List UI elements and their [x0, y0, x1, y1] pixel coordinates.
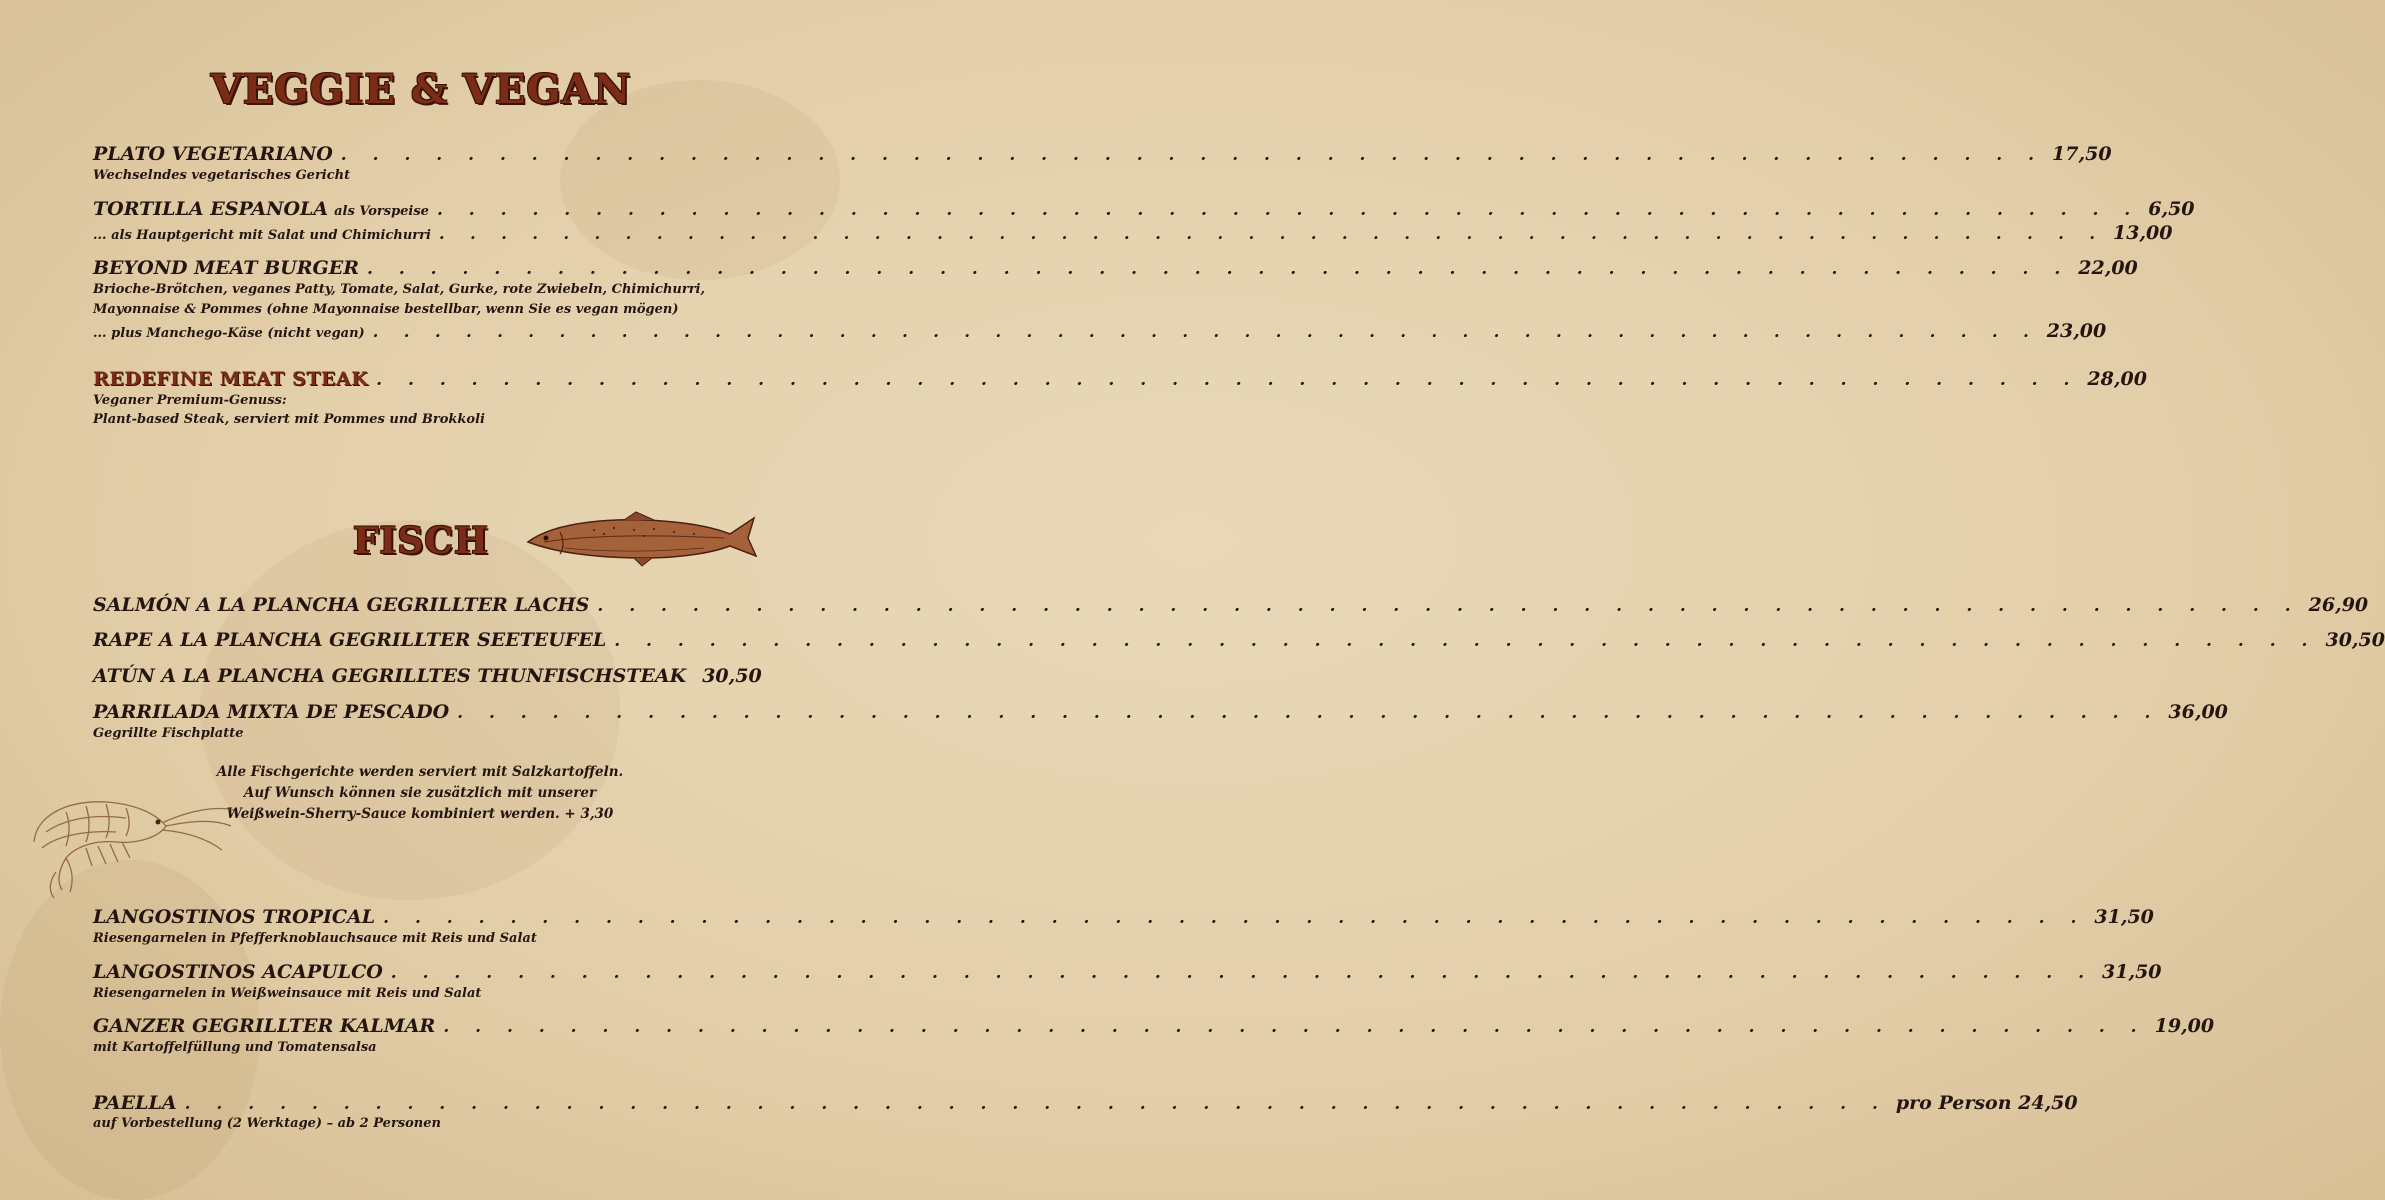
- item-price: pro Person 24,50: [1895, 1092, 2078, 1114]
- item-name: REDEFINE MEAT STEAK: [93, 368, 369, 390]
- leader-dots: . . . . . . . . . . . . . . . . . . . . . . . . . . . . . . . . . . . . . . . . . . . . . . . . . . . . . .: [457, 703, 2161, 723]
- item-price: 30,50: [702, 665, 762, 687]
- item-description: Plant-based Steak, serviert mit Pommes und Brokkoli: [93, 412, 485, 427]
- menu-subitem-burger-manchego: [93, 320, 2107, 346]
- item-name: PARRILADA MIXTA DE PESCADO: [93, 701, 450, 723]
- item-price: 19,00: [2154, 1015, 2215, 1037]
- notice-line: Auf Wunsch können sie zusätzlich mit unserer: [243, 785, 597, 801]
- leader-dots: . . . . . . . . . . . . . . . . . . . . . . . . . . . . . . . . . . . . . . . . . . . . . . . . . . . . . .: [184, 1094, 1888, 1114]
- item-name: ... plus Manchego-Käse (nicht vegan): [93, 326, 365, 341]
- item-price: 31,50: [2102, 961, 2162, 983]
- item-name: LANGOSTINOS TROPICAL: [93, 906, 376, 928]
- item-name: ATÚN A LA PLANCHA GEGRILLTES THUNFISCHSTEAK: [93, 665, 687, 687]
- item-description: Veganer Premium-Genuss:: [93, 393, 287, 408]
- item-description: Gegrillte Fischplatte: [93, 726, 244, 741]
- item-price: 31,50: [2094, 906, 2154, 928]
- leader-dots: . . . . . . . . . . . . . . . . . . . . . . . . . . . . . . . . . . . . . . . . . . . . . . . . . . . . . .: [443, 1017, 2147, 1037]
- leader-dots: . . . . . . . . . . . . . . . . . . . . . . . . . . . . . . . . . . . . . . . . . . . . . . . . . . . . . .: [376, 370, 2080, 390]
- notice-line: Weißwein-Sherry-Sauce kombiniert werden. + 3,30: [226, 806, 614, 822]
- leader-dots: . . . . . . . . . . . . . . . . . . . . . . . . . . . . . . . . . . . . . . . . . . . . . . . . . . . . . .: [390, 963, 2095, 983]
- item-price: 13,00: [2112, 222, 2173, 244]
- item-description: Riesengarnelen in Pfefferknoblauchsauce mit Reis und Salat: [93, 931, 537, 946]
- item-name: ... als Hauptgericht mit Salat und Chimichurri: [93, 228, 431, 243]
- leader-dots: . . . . . . . . . . . . . . . . . . . . . . . . . . . . . . . . . . . . . . . . . . . . . . . . . . . . . .: [367, 259, 2071, 279]
- notice-line: Alle Fischgerichte werden serviert mit Salzkartoffeln.: [216, 764, 624, 780]
- item-description: Mayonnaise & Pommes (ohne Mayonnaise bestellbar, wenn Sie es vegan mögen): [93, 302, 679, 317]
- item-price: 23,00: [2046, 320, 2107, 342]
- item-description: Riesengarnelen in Weißweinsauce mit Reis und Salat: [93, 986, 482, 1001]
- item-description: Wechselndes vegetarisches Gericht: [93, 168, 351, 183]
- item-description: Brioche-Brötchen, veganes Patty, Tomate, Salat, Gurke, rote Zwiebeln, Chimichurri,: [93, 282, 706, 297]
- item-description: mit Kartoffelfüllung und Tomatensalsa: [93, 1040, 377, 1055]
- item-price: 17,50: [2052, 143, 2112, 165]
- menu-item-rape: [93, 629, 2385, 655]
- item-name: RAPE A LA PLANCHA GEGRILLTER SEETEUFEL: [93, 629, 607, 651]
- shrimp-illustration: [26, 792, 236, 904]
- item-price: 22,00: [2078, 257, 2138, 279]
- menu-item-tortilla-espanola: [93, 198, 2195, 224]
- item-name: PLATO VEGETARIANO: [93, 143, 333, 165]
- leader-dots: . . . . . . . . . . . . . . . . . . . . . . . . . . . . . . . . . . . . . . . . . . . . . . . . . . . . . .: [438, 224, 2105, 243]
- item-price: 36,00: [2168, 701, 2228, 723]
- item-name: GANZER GEGRILLTER KALMAR: [93, 1015, 436, 1037]
- leader-dots: . . . . . . . . . . . . . . . . . . . . . . . . . . . . . . . . . . . . . . . . . . . . . . . . . . . . . .: [614, 631, 2318, 651]
- section-title-fisch: FISCH: [353, 520, 490, 562]
- section-title-veggie: VEGGIE & VEGAN: [210, 66, 632, 113]
- item-name: PAELLA: [93, 1092, 177, 1114]
- item-name: BEYOND MEAT BURGER: [93, 257, 359, 279]
- fish-illustration: [524, 508, 760, 570]
- item-price: 28,00: [2087, 368, 2147, 390]
- menu-item-salmon: [93, 594, 2369, 620]
- item-price: 6,50: [2148, 198, 2195, 220]
- leader-dots: . . . . . . . . . . . . . . . . . . . . . . . . . . . . . . . . . . . . . . . . . . . . . . . . . . . . . .: [597, 596, 2301, 616]
- item-name: TORTILLA ESPANOLA: [93, 198, 329, 220]
- menu-subitem-tortilla-main: [93, 222, 2173, 248]
- item-description: auf Vorbestellung (2 Werktage) – ab 2 Personen: [93, 1116, 441, 1131]
- menu-item-atun: [93, 665, 762, 691]
- leader-dots: . . . . . . . . . . . . . . . . . . . . . . . . . . . . . . . . . . . . . . . . . . . . . . . . . . . . . .: [340, 145, 2045, 165]
- item-note: als Vorspeise: [334, 204, 429, 219]
- leader-dots: . . . . . . . . . . . . . . . . . . . . . . . . . . . . . . . . . . . . . . . . . . . . . . . . . . . . . .: [436, 200, 2141, 220]
- fish-notice: [200, 762, 640, 825]
- item-name: SALMÓN A LA PLANCHA GEGRILLTER LACHS: [93, 594, 590, 616]
- item-price: 26,90: [2308, 594, 2369, 616]
- leader-dots: . . . . . . . . . . . . . . . . . . . . . . . . . . . . . . . . . . . . . . . . . . . . . . . . . . . . . .: [372, 322, 2039, 341]
- leader-dots: . . . . . . . . . . . . . . . . . . . . . . . . . . . . . . . . . . . . . . . . . . . . . . . . . . . . . .: [383, 908, 2087, 928]
- item-name: LANGOSTINOS ACAPULCO: [93, 961, 383, 983]
- item-price: 30,50: [2325, 629, 2385, 651]
